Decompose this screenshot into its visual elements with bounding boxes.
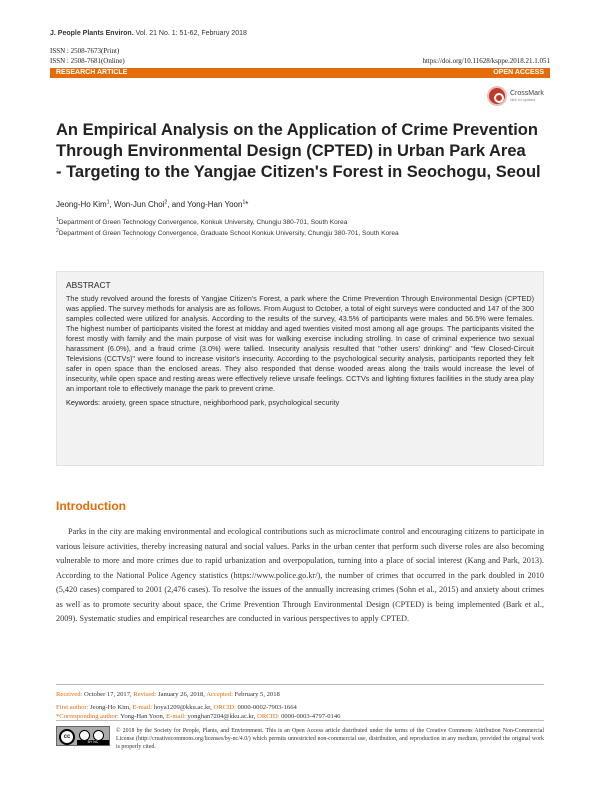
author-name: Yong-Han Yoon [187, 200, 243, 209]
accepted-date: February 5, 2018 [232, 691, 280, 698]
first-author-info [56, 704, 297, 711]
corresponding-author-name: Yong-Han Yoon, [118, 713, 167, 720]
license-text: © 2018 by the Society for People, Plants, and Environment. This is an Open Access article distributed under the terms of the Creative Commons Attribution Non-Commercial License (http://creativecommons.org/licenses/by-nc/4.0/) which permits unrestricted non-commercial use, distribution, and reproduction in any medium, provided the original work is properly cited. [116, 728, 544, 751]
keywords [66, 398, 534, 407]
author-separator: , [109, 200, 114, 209]
orcid-label: ORCID: [213, 704, 236, 711]
journal-name: J. People Plants Environ. [50, 30, 134, 37]
crossmark-label: CrossMark [510, 90, 544, 97]
title-line: Through Environmental Design (CPTED) in Urban Park Area [56, 142, 526, 160]
paper-title [56, 120, 546, 183]
orcid-label: ORCID: [257, 713, 280, 720]
received-label: Received: [56, 691, 83, 698]
abstract-heading: ABSTRACT [66, 280, 111, 290]
footer-divider [56, 684, 544, 685]
affiliation-2 [56, 227, 399, 237]
affiliation-1 [56, 216, 348, 226]
open-access-label: OPEN ACCESS [493, 69, 544, 76]
corresponding-mark: * [245, 200, 249, 209]
doi-link[interactable]: https://doi.org/10.11628/ksppe.2018.21.1.051 [422, 57, 550, 65]
article-type: RESEARCH ARTICLE [56, 69, 128, 76]
email-address[interactable]: yonghan7204@kku.ac.kr, [185, 713, 258, 720]
cc-license-icon[interactable] [56, 726, 110, 746]
abstract-text: The study revolved around the forests of Yangjae Citizen's Forest, a park where the Crime Prevention Through Environmental Design (CPTED) was applied. The survey methods for analysis are as follows. From August to October, a total of eight surveys were conducted and 147 of the 300 samples collected were utilized for analysis. According to the results of the survey, 43.5% of participants were males and 56.5% were females. The highest number of participants visited the forest at midday and aged twenties visited most among all age groups. The participants visited the forest mostly with family and the main purpose of visit was for walking exercise including strolling. In case of criminal experience two sexual harassment (6.0%), and a fraud crime (3.0%) were tallied. Insecurity analysis resulted that "other users' drinking" and "few Closed-Circuit Televisions (CCTVs)" were found to increase visitor's insecurity. According to the psychological security analysis, participants reported they felt safer in open space than the enclosed areas. They also responded that dense wooded areas along the trails would increase the level of insecurity, while open space and resting areas were effectively relieve unsafe feelings. CCTVs and lighting fixtures facilities in the study area play an important role to effectively manage the park to prevent crime. [66, 294, 534, 394]
issn-online: ISSN : 2508-7681(Online) [50, 57, 125, 65]
journal-issue: Vol. 21 No. 1: 51-62, February 2018 [133, 30, 247, 37]
author-affiliation-mark: 1 [106, 199, 110, 206]
cc-badge-label: BY NC [77, 740, 109, 745]
section-heading-introduction: Introduction [56, 499, 126, 513]
crossmark-sub: click for updates [510, 98, 536, 102]
abstract-box [56, 271, 544, 466]
email-label: E-mail: [132, 704, 153, 711]
corresponding-author-info [56, 713, 340, 720]
affiliation-mark: 1 [56, 216, 59, 223]
journal-citation [50, 30, 247, 37]
title-line: - Targeting to the Yangjae Citizen's Forest in Seochogu, Seoul [56, 163, 541, 181]
author-affiliation-mark: 1 [242, 199, 246, 206]
author-affiliation-mark: 2 [164, 199, 168, 206]
introduction-paragraph: Parks in the city are making environmental and ecological contributions such as microclimate control and encouraging citizens to participate in various leisure activities, thereby increasing natural and social values. Parks in the urban center that perform such diverse roles are also becoming vulnerable to more and more crimes due to rapid urbanization and overpopulation, turning into a place of social interest (Kang and Park, 2013). According to the National Police Agency statistics (https://www.police.go.kr/), the number of crimes that occurred in the park doubled in 2010 (5,420 cases) compared to 2001 (2,476 cases). To resolve the issues of the annually increasing crimes (Sohn et al., 2015) and anxiety about crimes as well as to promote security about space, the Crime Prevention Through Environmental Design (CPTED) is being implemented (Bark et al., 2009). Systematic studies and empirical researches are conducted in various perspectives to apply CPTED. [56, 527, 544, 623]
revised-label: Revised: [133, 691, 157, 698]
crossmark-icon [487, 86, 507, 106]
received-date: October 17, 2017, [82, 691, 134, 698]
footer-divider [56, 720, 544, 721]
affiliation-text: Department of Green Technology Convergence, Graduate School Konkuk University, Chungju 380-701, South Korea [58, 230, 399, 237]
article-type-bar [50, 68, 550, 78]
affiliation-text: Department of Green Technology Convergence, Konkuk University, Chungju 380-701, South Korea [58, 219, 348, 226]
accepted-label: Accepted: [206, 691, 233, 698]
orcid-id[interactable]: 0000-0003-4797-0146 [279, 713, 341, 720]
issn-print: ISSN : 2508-7673(Print) [50, 47, 120, 55]
revised-date: January 26, 2018, [156, 691, 207, 698]
author-list [56, 200, 248, 209]
first-author-label: First author: [56, 704, 89, 711]
author-separator: , and [167, 200, 188, 209]
keywords-label: Keywords: [66, 398, 101, 408]
email-label: E-mail: [166, 713, 186, 720]
keywords-list: anxiety, green space structure, neighborhood park, psychological security [100, 398, 340, 408]
email-address[interactable]: hoya1209@kku.ac.kr, [152, 704, 214, 711]
corresponding-author-label: *Corresponding author: [56, 713, 119, 720]
title-line: An Empirical Analysis on the Application of Crime Prevention [56, 121, 538, 139]
first-author-name: Jeong-Ho Kim, [88, 704, 133, 711]
orcid-id[interactable]: 0000-0002-7903-1664 [235, 704, 297, 711]
cc-circle-icon: cc [59, 729, 75, 745]
affiliation-mark: 2 [56, 227, 59, 234]
history-dates [56, 691, 280, 698]
author-name: Jeong-Ho Kim [56, 200, 107, 209]
author-name: Won-Jun Choi [113, 200, 165, 209]
crossmark-badge[interactable] [487, 85, 549, 109]
